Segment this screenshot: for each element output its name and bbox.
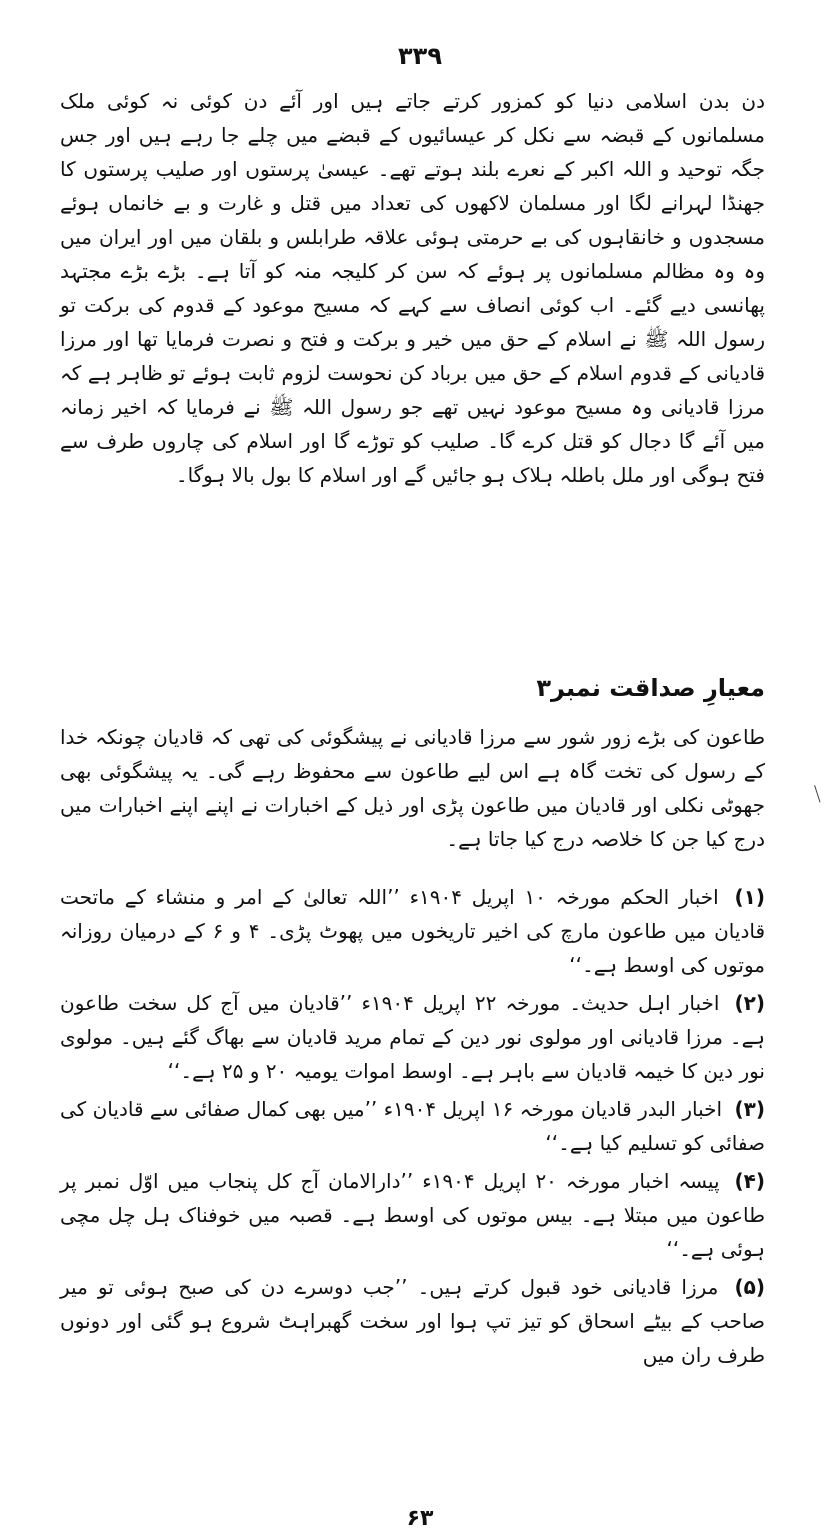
quote-text-4: پیسہ اخبار مورخہ ۲۰ اپریل ۱۹۰۴ء ’’دارالامان آج کل پنجاب میں اوّل نمبر پر طاعون میں مبتلا ہے۔ بیس موتوں کی اوسط ہے۔ قصبہ میں خوفناک ہل چل مچی ہوئی ہے۔‘‘ — [60, 1169, 765, 1261]
quotes-list — [60, 880, 765, 1376]
page-number-top: ۳۳۹ — [398, 42, 442, 70]
quote-number-4: (۴) — [734, 1169, 765, 1193]
quote-number-2: (۲) — [734, 991, 765, 1015]
margin-mark — [806, 785, 820, 805]
quote-item-1 — [60, 880, 765, 982]
section-heading: معیارِ صداقت نمبر۳ — [536, 674, 765, 702]
paragraph-1: دن بدن اسلامی دنیا کو کمزور کرتے جاتے ہیں اور آئے دن کوئی نہ کوئی ملک مسلمانوں کے قبضہ سے نکل کر عیسائیوں کے قبضے میں چلے جا رہے ہیں اور جس جگہ توحید و اللہ اکبر کے نعرے بلند ہوتے تھے۔ عیسیٰ پرستوں اور صلیب پرستوں کا جھنڈا لہرانے لگا اور مسلمان لاکھوں کی تعداد میں قتل و غارت و بے خانماں ہوئے مسجدوں و خانقاہوں کی بے حرمتی ہوئی علاقہ طرابلس و بلقان میں اور ایران میں وہ وہ مظالم مسلمانوں پر ہوئے کہ سن کر کلیجہ منہ کو آتا ہے۔ بڑے بڑے مجتہد پھانسی دیے گئے۔ اب کوئی انصاف سے کہے کہ مسیح موعود کے قدوم کی برکت تو رسول اللہ ﷺ نے اسلام کے حق میں خیر و برکت و فتح و نصرت فرمایا تھا اور مرزا قادیانی کے قدوم اسلام کے حق میں برباد کن نحوست لزوم ثابت ہوئے تو ظاہر ہے کہ مرزا قادیانی وہ مسیح موعود نہیں تھے جو رسول اللہ ﷺ نے فرمایا کہ اخیر زمانہ میں آئے گا دجال کو قتل کرے گا۔ صلیب کو توڑے گا اور اسلام کی چاروں طرف سے فتح ہوگی اور ملل باطلہ ہلاک ہو جائیں گے اور اسلام کا بول بالا ہوگا۔ — [60, 89, 765, 487]
quote-text-5: مرزا قادیانی خود قبول کرتے ہیں۔ ’’جب دوسرے دن کی صبح ہوئی تو میر صاحب کے بیٹے اسحاق کو تیز تپ ہوا اور سخت گھبراہٹ شروع ہو گئی اور دونوں طرف ران میں — [60, 1275, 765, 1367]
quote-item-5 — [60, 1270, 765, 1372]
quote-number-3: (۳) — [734, 1097, 765, 1121]
quote-number-5: (۵) — [734, 1275, 766, 1299]
quote-item-3 — [60, 1092, 765, 1160]
paragraph-2: طاعون کی بڑے زور شور سے مرزا قادیانی نے پیشگوئی کی تھی کہ قادیان چونکہ خدا کے رسول کی تخت گاہ ہے اس لیے طاعون سے محفوظ رہے گی۔ یہ پیشگوئی بھی جھوٹی نکلی اور قادیان میں طاعون پڑی اور ذیل کے اخبارات نے اپنے اپنے اخبارات میں درج کیا جن کا خلاصہ درج کیا جاتا ہے۔ — [60, 725, 765, 851]
page-number-bottom: ۶۳ — [406, 1506, 434, 1531]
quote-text-3: اخبار البدر قادیان مورخہ ۱۶ اپریل ۱۹۰۴ء ’’میں بھی کمال صفائی سے قادیان کی صفائی کو تسلیم کیا ہے۔‘‘ — [60, 1097, 765, 1155]
quote-item-2 — [60, 986, 765, 1088]
quote-text-2: اخبار اہل حدیث۔ مورخہ ۲۲ اپریل ۱۹۰۴ء ’’قادیان میں آج کل سخت طاعون ہے۔ مرزا قادیانی اور مولوی نور دین کے تمام مرید قادیان سے بھاگ گئے ہیں۔ مولوی نور دین کا خیمہ قادیان سے باہر ہے۔ اوسط اموات یومیہ ۲۰ و ۲۵ ہے۔‘‘ — [60, 991, 765, 1083]
quote-number-1: (۱) — [734, 885, 766, 909]
quote-text-1: اخبار الحکم مورخہ ۱۰ اپریل ۱۹۰۴ء ’’اللہ تعالیٰ کے امر و منشاء کے ماتحت قادیان میں طاعون مارچ کی اخیر تاریخوں میں پھوٹ پڑی۔ ۴ و ۶ کے درمیان روزانہ موتوں کی اوسط ہے۔‘‘ — [60, 885, 766, 977]
quote-item-4 — [60, 1164, 765, 1266]
